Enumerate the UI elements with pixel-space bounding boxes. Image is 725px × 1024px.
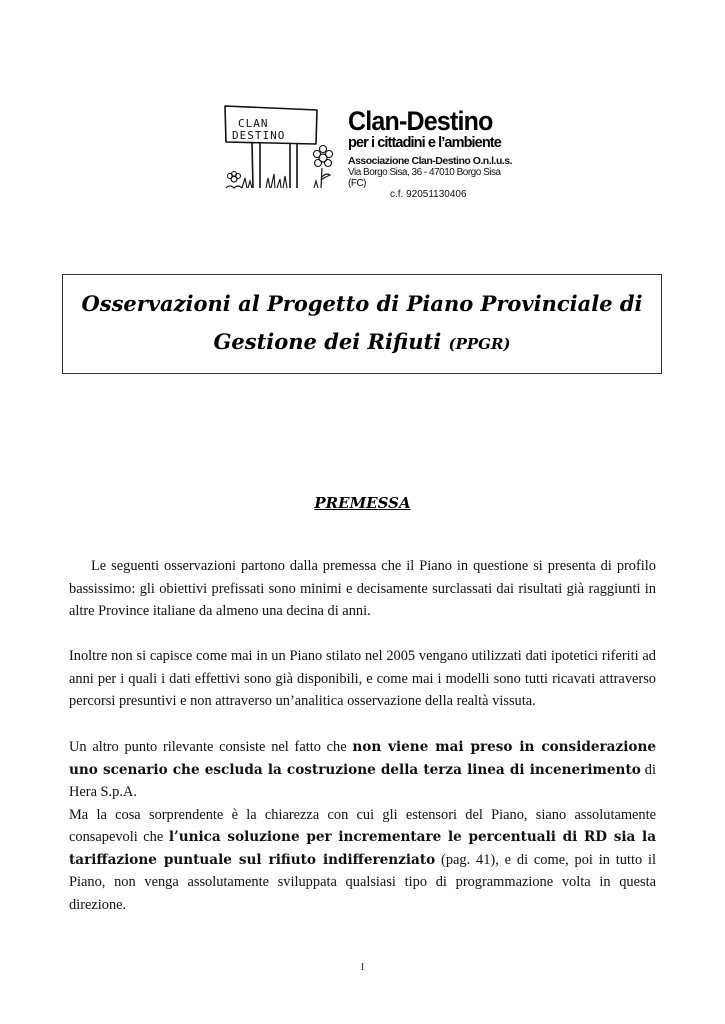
paragraph-text: Le seguenti osservazioni partono dalla premessa che il Piano in questione si presenta di profilo bassissimo: gli obiettivi prefissati sono minimi e decisamente surclassati dai risultati già raggiunti in altre Province italiane da almeno una decina di anni. [69,558,656,619]
text-segment: Ma la cosa sorprendente è la chiarezza con cui gli estensori del Piano, siano assolutamente consapevoli che [69,806,656,845]
document-title-line1: Osservazioni al Progetto di Piano Provinciale di [81,291,643,316]
paragraph-text-4 [69,804,656,917]
text-segment: Un altro punto rilevante consiste nel fatto che [69,739,353,755]
body-paragraph-3 [69,736,656,916]
document-title-box [62,274,662,374]
organization-tagline: per i cittadini e l’ambiente [348,135,501,151]
text-segment: (pag. 41), e di come, poi in tutto il Piano, non venga assolutamente sviluppata qualsiasi tipo di programmazione volta in questa direzione. [69,851,656,913]
bold-text-segment: l’unica soluzione per incrementare le percentuali di RD sia la tariffazione puntuale sul rifiuto indifferenziato [69,829,656,868]
tax-code: c.f. 92051130406 [390,189,467,200]
organization-address: Via Borgo Sisa, 36 - 47010 Borgo Sisa (FC) [348,167,501,189]
section-heading: PREMESSA [314,494,411,512]
document-title-abbreviation: (PPGR) [448,335,511,353]
body-paragraph-2 [69,645,656,713]
body-paragraph-1 [69,555,656,623]
paragraph-text-3 [69,736,656,804]
document-title-line2 [213,323,510,363]
text-segment: di Hera S.p.A. [69,761,656,800]
letterhead [222,102,512,202]
paragraph-text: Inoltre non si capisce come mai in un Piano stilato nel 2005 vengano utilizzati dati ipotetici riferiti ad anni per i quali i dati effettivi sono già disponibili, e come mai i modelli sono tutti ricavati attraverso percorsi presuntivi e non attraverso un’analitica osservazione della realtà vissuta. [69,648,656,709]
bold-text-segment: non viene mai preso in considerazione uno scenario che escluda la costruzione della terza linea di incenerimento [69,739,656,778]
sign-text-line2: DESTINO [232,129,286,142]
sign-text-line1: CLAN [238,117,269,130]
organization-info [348,106,518,200]
organization-name: Clan-Destino [348,106,493,137]
association-name: Associazione Clan-Destino O.n.l.u.s. [348,155,513,167]
page-number: 1 [360,962,365,973]
document-title-main: Gestione dei Rifiuti [213,329,442,354]
